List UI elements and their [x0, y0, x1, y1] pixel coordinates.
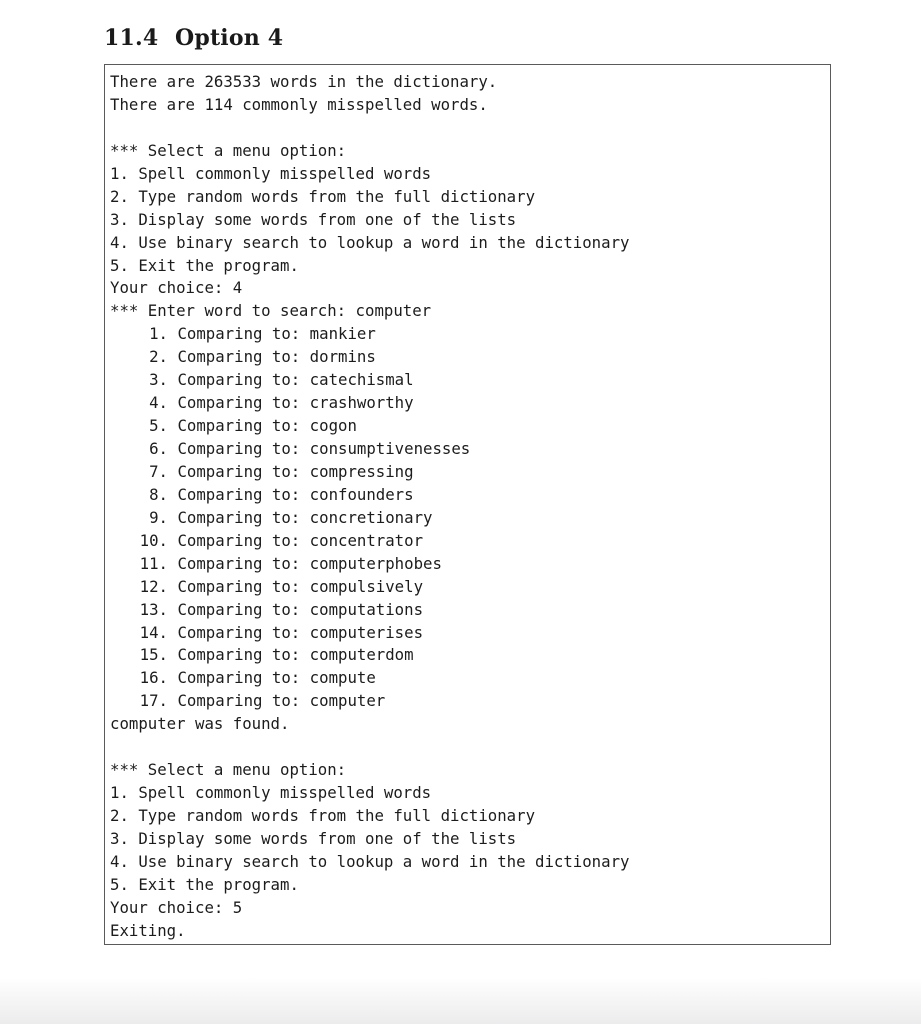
- comparison-line: [110, 461, 830, 484]
- comparison-text: Comparing to: catechismal: [177, 370, 414, 390]
- comparison-text: Comparing to: confounders: [177, 484, 414, 504]
- comparison-index: 2.: [149, 347, 168, 367]
- menu-option-1: 1. Spell commonly misspelled words: [110, 163, 432, 183]
- menu-option-2: 2. Type random words from the full dictionary: [110, 806, 536, 825]
- section-title: Option 4: [175, 25, 284, 51]
- comparison-index: 14.: [139, 622, 168, 642]
- section-heading: [104, 25, 283, 51]
- comparison-index: 4.: [149, 393, 168, 413]
- menu-option-3: 3. Display some words from one of the lists: [110, 828, 517, 848]
- comparison-line: [110, 415, 830, 438]
- menu-prompt: *** Select a menu option:: [110, 760, 347, 780]
- comparison-text: Comparing to: dormins: [177, 347, 376, 367]
- comparison-text: Comparing to: compute: [177, 668, 376, 688]
- comparison-index: 17.: [139, 691, 168, 711]
- comparison-line: [110, 622, 830, 645]
- comparison-text: Comparing to: computerises: [177, 622, 424, 642]
- comparison-line: [110, 484, 830, 507]
- comparison-line: [110, 644, 830, 667]
- comparison-index: 13.: [139, 599, 168, 619]
- menu-option-2: 2. Type random words from the full dictionary: [110, 186, 536, 206]
- blank-line: [110, 117, 830, 140]
- comparison-text: Comparing to: cogon: [177, 416, 357, 436]
- comparison-text: Comparing to: compressing: [177, 461, 414, 481]
- comparison-line: [110, 576, 830, 599]
- comparison-line: [110, 323, 830, 346]
- comparison-index: 9.: [149, 507, 168, 527]
- exit-line: Exiting.: [110, 920, 186, 940]
- comparison-text: Comparing to: computer: [177, 691, 386, 711]
- comparison-index: 6.: [149, 439, 168, 458]
- console-output: [104, 64, 831, 945]
- comparison-index: 3.: [149, 370, 168, 390]
- comparison-line: [110, 553, 830, 576]
- comparison-text: Comparing to: computerphobes: [177, 553, 442, 573]
- comparison-index: 11.: [139, 553, 168, 573]
- comparison-line: [110, 392, 830, 415]
- comparison-text: Comparing to: consumptivenesses: [177, 439, 471, 458]
- comparison-text: Comparing to: mankier: [177, 324, 376, 344]
- comparison-index: 1.: [149, 324, 168, 344]
- menu-option-3: 3. Display some words from one of the lists: [110, 209, 517, 229]
- comparison-line: [110, 438, 830, 461]
- menu-prompt: *** Select a menu option:: [110, 140, 347, 160]
- menu-option-4: 4. Use binary search to lookup a word in the dictionary: [110, 851, 630, 871]
- comparison-line: [110, 667, 830, 690]
- comparison-line: [110, 369, 830, 392]
- comparison-line: [110, 530, 830, 553]
- comparison-index: 16.: [139, 668, 168, 688]
- comparison-text: Comparing to: crashworthy: [177, 393, 414, 413]
- comparison-index: 10.: [139, 530, 168, 550]
- comparison-text: Comparing to: concentrator: [177, 530, 424, 550]
- section-number: 11.4: [104, 25, 159, 51]
- search-prompt-line: *** Enter word to search: computer: [110, 301, 432, 321]
- result-line: computer was found.: [110, 714, 290, 734]
- comparison-line: [110, 507, 830, 530]
- menu-option-5: 5. Exit the program.: [110, 255, 299, 275]
- comparison-index: 7.: [149, 461, 168, 481]
- menu-option-4: 4. Use binary search to lookup a word in the dictionary: [110, 232, 630, 252]
- comparison-index: 15.: [139, 645, 168, 665]
- bottom-edge-shade: [0, 978, 921, 1024]
- comparison-text: Comparing to: computations: [177, 599, 424, 619]
- choice-line: Your choice: 4: [110, 278, 243, 298]
- comparison-index: 5.: [149, 416, 168, 436]
- intro-line-misspelled: There are 114 commonly misspelled words.: [110, 94, 488, 114]
- comparison-text: Comparing to: concretionary: [177, 507, 433, 527]
- comparison-text: Comparing to: compulsively: [177, 576, 424, 596]
- comparison-index: 8.: [149, 484, 168, 504]
- comparison-index: 12.: [139, 576, 168, 596]
- menu-option-1: 1. Spell commonly misspelled words: [110, 783, 432, 803]
- comparison-line: [110, 346, 830, 369]
- comparison-text: Comparing to: computerdom: [177, 645, 414, 665]
- blank-line: [110, 736, 830, 759]
- choice-line: Your choice: 5: [110, 897, 243, 917]
- comparison-line: [110, 599, 830, 622]
- intro-line-words: There are 263533 words in the dictionary.: [110, 72, 498, 91]
- menu-option-5: 5. Exit the program.: [110, 874, 299, 894]
- comparison-line: [110, 690, 830, 713]
